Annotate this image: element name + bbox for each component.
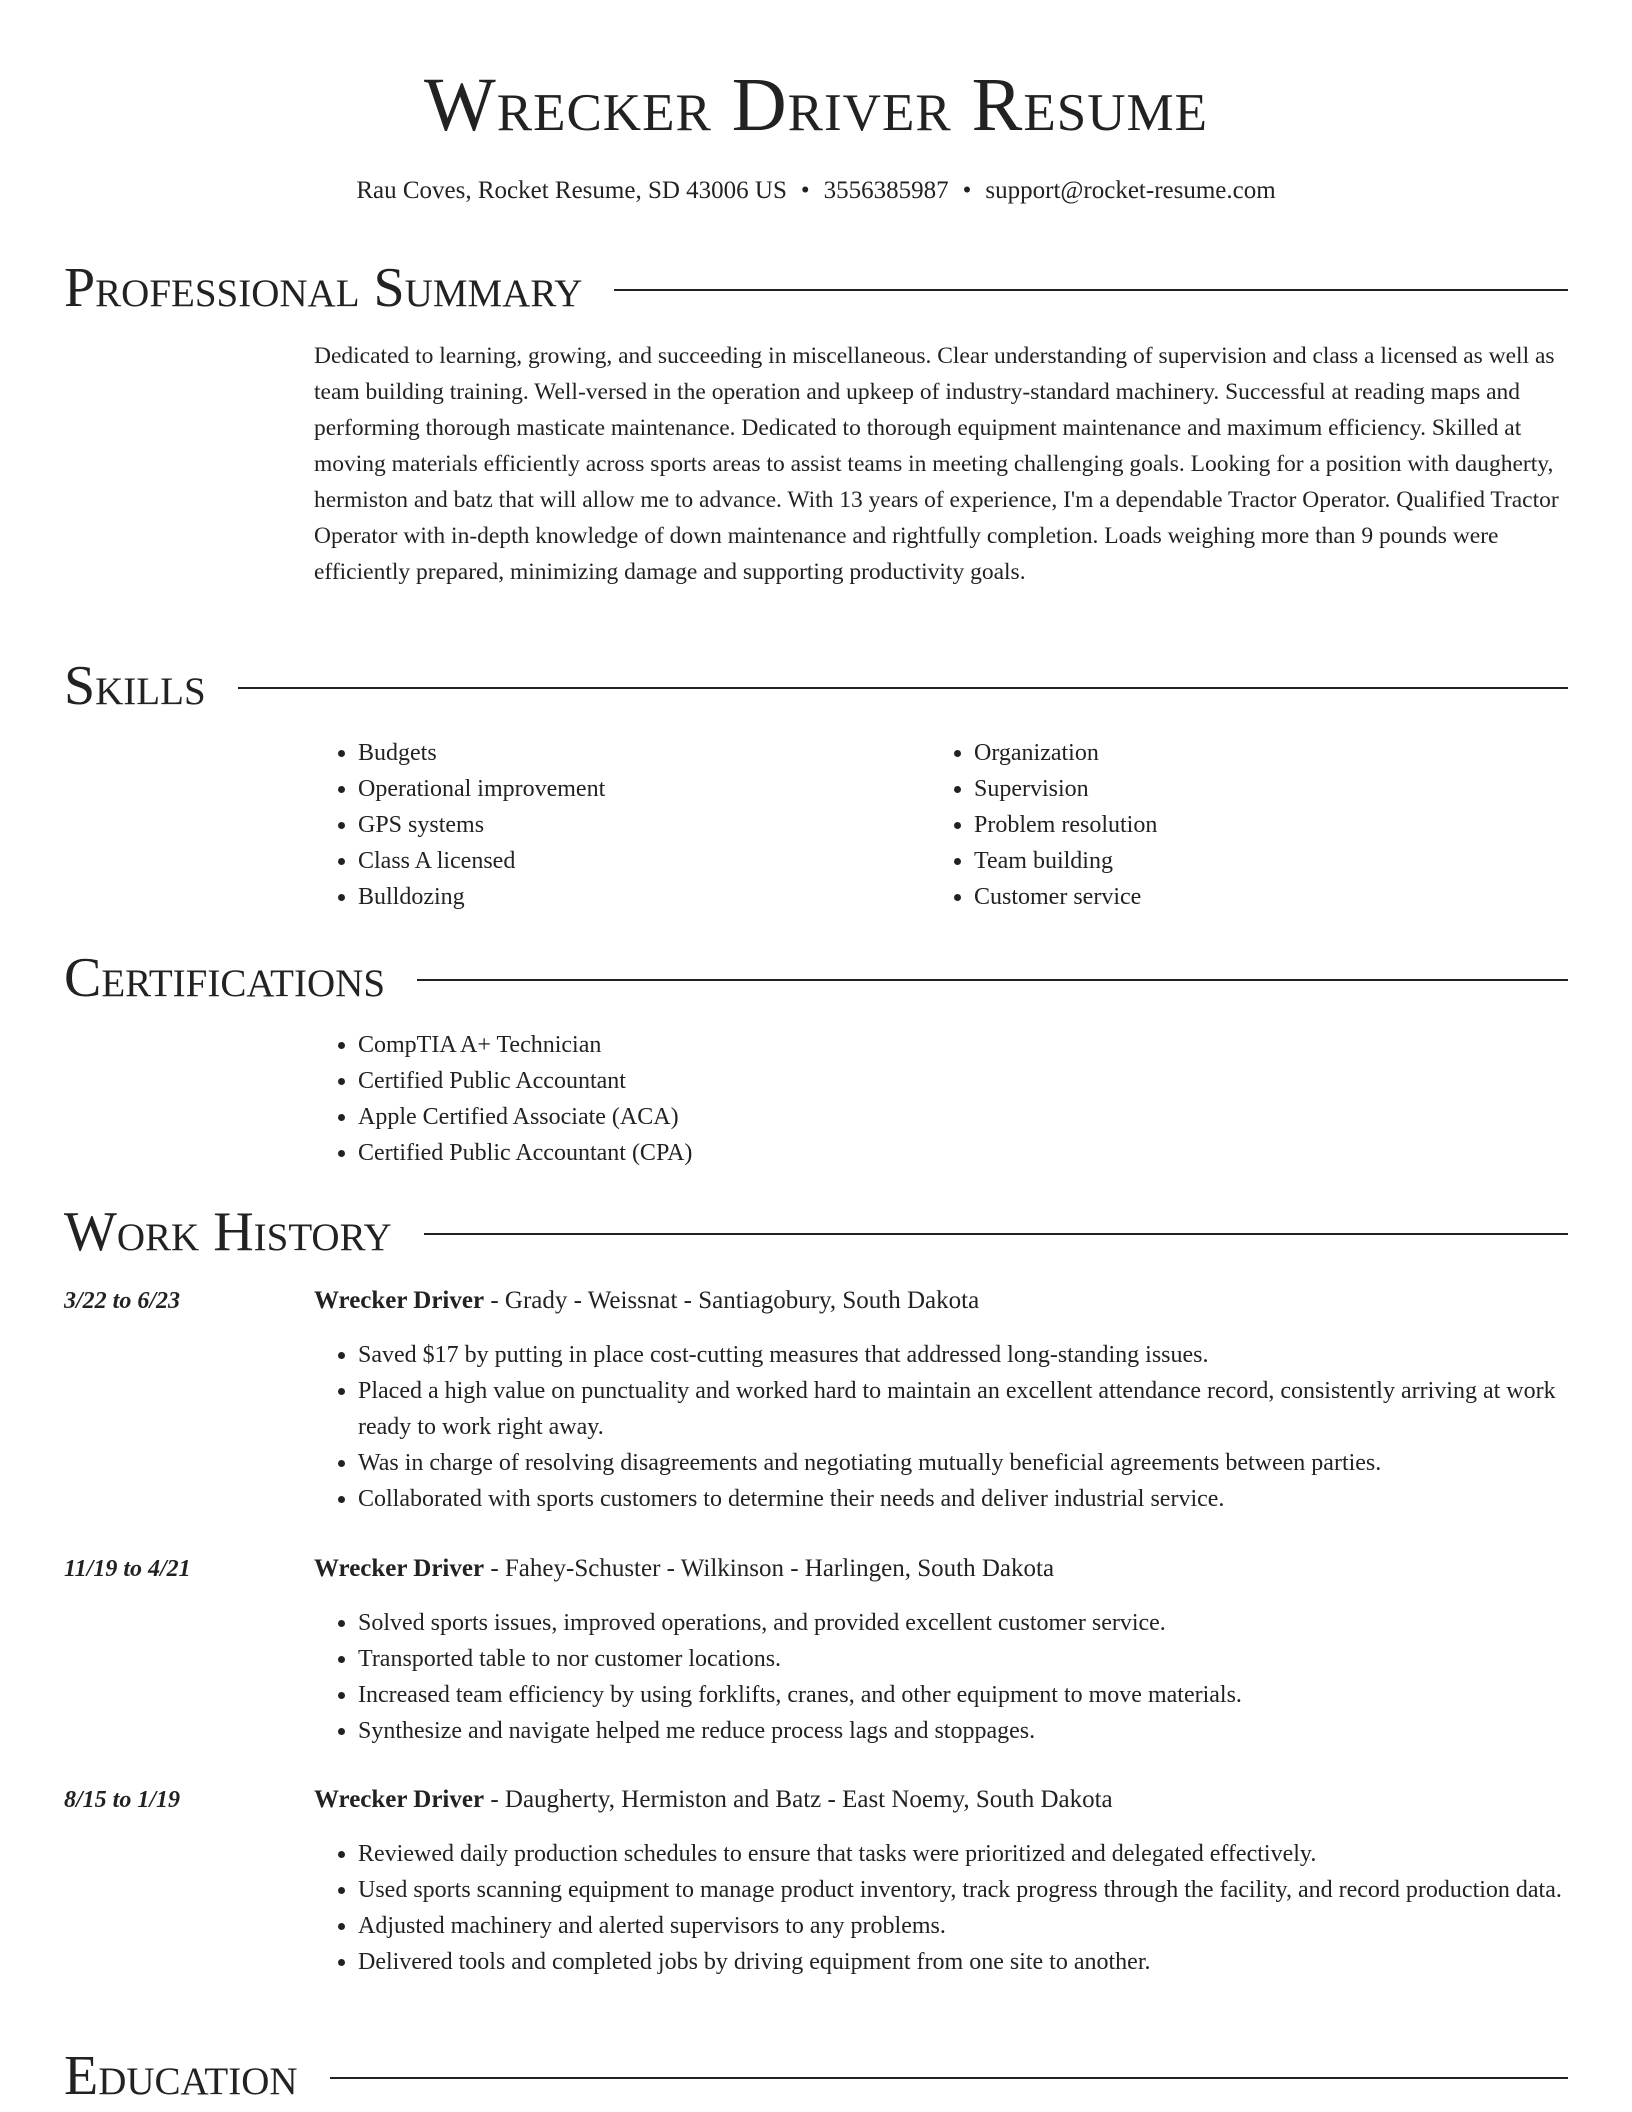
certification-item: • Apple Certified Associate (ACA) [358, 1099, 692, 1135]
job-bullet: • Reviewed daily production schedules to ensure that tasks were prioritized and delegated effectively. [358, 1836, 1612, 1872]
job-bullet: • Placed a high value on punctuality and worked hard to maintain an excellent attendance record, consistently arriving at work ready to work right away. [358, 1373, 1612, 1445]
section-header-certifications [64, 946, 1568, 1010]
skill-item: • Customer service [974, 879, 1157, 915]
job-bullet: • Solved sports issues, improved operations, and provided excellent customer service. [358, 1605, 1612, 1641]
job-dates: 11/19 to 4/21 [64, 1556, 191, 1582]
contact-phone: 3556385987 [823, 177, 949, 204]
job-dates: 3/22 to 6/23 [64, 1288, 181, 1314]
job-bullet: • Saved $17 by putting in place cost-cutting measures that addressed long-standing issues. [358, 1337, 1612, 1373]
job-bullet: • Synthesize and navigate helped me reduce process lags and stoppages. [358, 1713, 1612, 1749]
job-bullet: • Was in charge of resolving disagreements and negotiating mutually beneficial agreements between parties. [358, 1445, 1612, 1481]
section-title-work-history: Work History [64, 1201, 392, 1263]
skill-item: • GPS systems [358, 807, 605, 843]
skill-item: • Operational improvement [358, 771, 605, 807]
section-title-education: Education [64, 2045, 298, 2107]
professional-summary-text: Dedicated to learning, growing, and succeeding in miscellaneous. Clear understanding of supervision and class a licensed as well as team building training. Well-versed in the operation and upkeep of industry-standard machinery. Successful at reading maps and performing thorough masticate maintenance. Dedicated to thorough equipment maintenance and maximum efficiency. Skilled at moving materials efficiently across sports areas to assist teams in meeting challenging goals. Looking for a position with daugherty, hermiston and batz that will allow me to advance. With 13 years of experience, I'm a dependable Tractor Operator. Qualified Tractor Operator with in-depth knowledge of down maintenance and rightfully completion. Loads weighing more than 9 pounds were efficiently prepared, minimizing damage and supporting productivity goals. [314, 343, 1559, 585]
skill-item: • Supervision [974, 771, 1157, 807]
job-bullet: • Collaborated with sports customers to determine their needs and deliver industrial service. [358, 1481, 1612, 1517]
job-role: Wrecker Driver [314, 1555, 485, 1582]
skill-item: • Team building [974, 843, 1157, 879]
skills-list-right [930, 735, 1157, 915]
skill-item: • Organization [974, 735, 1157, 771]
job-company: - Daugherty, Hermiston and Batz - East Noemy, South Dakota [484, 1786, 1113, 1813]
resume-title: Wrecker Driver Resume [423, 63, 1208, 147]
certification-item: • Certified Public Accountant [358, 1063, 692, 1099]
section-title-certifications: Certifications [64, 947, 386, 1009]
job-company: - Grady - Weissnat - Santiagobury, South Dakota [484, 1287, 980, 1314]
section-header-summary [64, 256, 1568, 320]
contact-line [0, 174, 1632, 208]
skill-item: • Budgets [358, 735, 605, 771]
job-company: - Fahey-Schuster - Wilkinson - Harlingen, South Dakota [484, 1555, 1055, 1582]
job-bullets [314, 1605, 1612, 1749]
section-title-summary: Professional Summary [64, 257, 583, 319]
job-bullets [314, 1337, 1612, 1517]
skill-item: • Bulldozing [358, 879, 605, 915]
contact-separator: • [962, 177, 972, 204]
job-role: Wrecker Driver [314, 1287, 485, 1314]
contact-email[interactable]: support@rocket-resume.com [985, 177, 1276, 204]
job-heading [314, 1551, 1054, 1587]
certification-item: • Certified Public Accountant (CPA) [358, 1135, 692, 1171]
section-header-education [64, 2044, 1568, 2108]
job-heading [314, 1782, 1113, 1818]
job-bullet: • Adjusted machinery and alerted supervisors to any problems. [358, 1908, 1612, 1944]
job-dates: 8/15 to 1/19 [64, 1787, 181, 1813]
job-bullet: • Increased team efficiency by using forklifts, cranes, and other equipment to move materials. [358, 1677, 1612, 1713]
job-role: Wrecker Driver [314, 1786, 485, 1813]
certifications-list [314, 1027, 692, 1171]
skill-item: • Class A licensed [358, 843, 605, 879]
section-divider [238, 687, 1568, 689]
job-heading [314, 1283, 979, 1319]
section-divider [614, 289, 1568, 291]
section-header-work-history [64, 1200, 1568, 1264]
skill-item: • Problem resolution [974, 807, 1157, 843]
job-bullet: • Used sports scanning equipment to manage product inventory, track progress through the facility, and record production data. [358, 1872, 1612, 1908]
section-title-skills: Skills [64, 655, 206, 717]
section-divider [330, 2077, 1568, 2079]
job-bullet: • Transported table to nor customer locations. [358, 1641, 1612, 1677]
contact-separator: • [800, 177, 810, 204]
job-bullet: • Delivered tools and completed jobs by driving equipment from one site to another. [358, 1944, 1612, 1980]
job-bullets [314, 1836, 1612, 1980]
section-divider [417, 979, 1568, 981]
section-divider [424, 1233, 1568, 1235]
section-header-skills [64, 654, 1568, 718]
skills-list-left [314, 735, 605, 915]
contact-address: Rau Coves, Rocket Resume, SD 43006 US [356, 177, 787, 204]
certification-item: • CompTIA A+ Technician [358, 1027, 692, 1063]
